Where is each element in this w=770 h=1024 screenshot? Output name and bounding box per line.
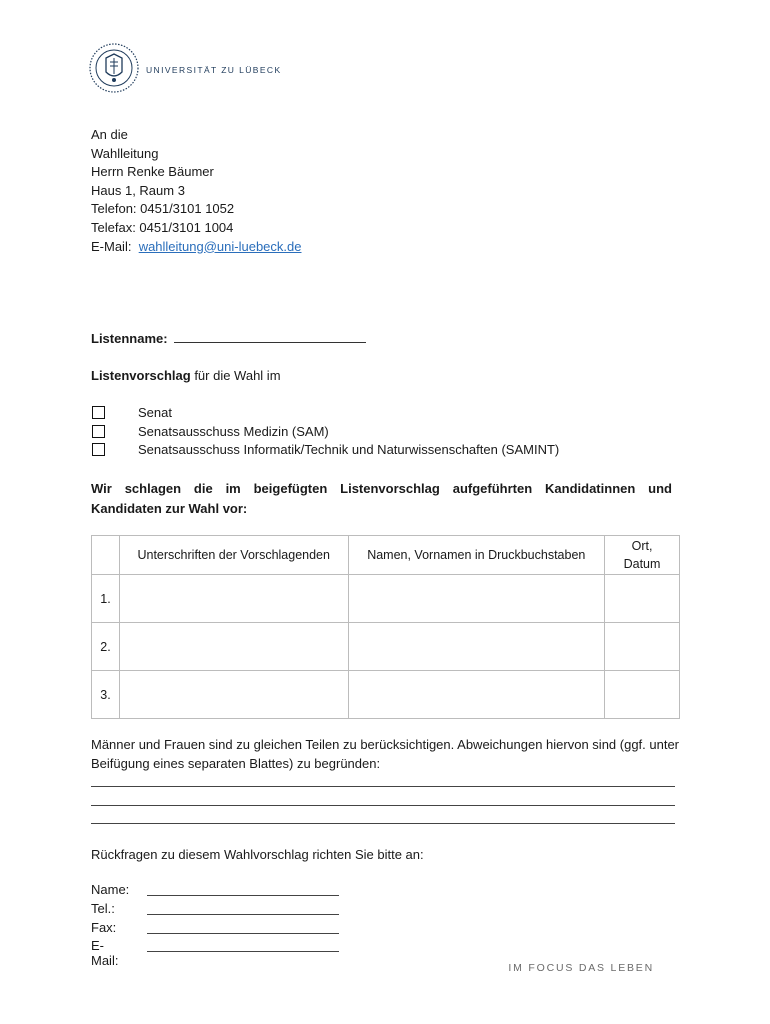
list-name-field[interactable] — [174, 342, 366, 343]
place-date-cell[interactable] — [605, 671, 680, 719]
university-logo — [88, 42, 282, 94]
reason-line[interactable] — [91, 805, 675, 806]
table-row — [92, 623, 680, 671]
checkbox[interactable] — [92, 406, 105, 419]
inquiries-text: Rückfragen zu diesem Wahlvorschlag richten Sie bitte an: — [91, 847, 424, 862]
name-cell[interactable] — [348, 671, 605, 719]
email-link[interactable]: wahlleitung@uni-luebeck.de — [138, 238, 302, 254]
table-header-row — [92, 536, 680, 575]
logo-text: UNIVERSITÄT ZU LÜBECK — [146, 65, 282, 75]
footer-slogan: IM FOCUS DAS LEBEN — [508, 962, 654, 974]
address-block — [91, 126, 302, 256]
table-header — [92, 536, 120, 575]
gender-note: Männer und Frauen sind zu gleichen Teilen zu berücksichtigen. Abweichungen hiervon sind (ggf. unter Beifügung eines separaten Blattes) zu begründen: — [91, 737, 680, 771]
address-line: Telefax: 0451/3101 1004 — [91, 219, 234, 235]
signature-table — [91, 535, 680, 719]
contact-label: Fax: — [91, 920, 117, 935]
option-label: Senatsausschuss Informatik/Technik und Naturwissenschaften (SAMINT) — [138, 442, 560, 457]
option-label: Senat — [138, 405, 172, 420]
table-header: Unterschriften der Vorschlagenden — [119, 536, 348, 575]
signature-cell[interactable] — [119, 575, 348, 623]
contact-fax-field[interactable] — [147, 933, 339, 934]
list-name-label: Listenname: — [91, 331, 168, 346]
email-line — [91, 238, 302, 257]
address-line: Wahlleitung — [91, 145, 159, 161]
contact-tel-field[interactable] — [147, 914, 339, 915]
row-number: 1. — [92, 575, 120, 623]
contact-email-field[interactable] — [147, 951, 339, 952]
checkbox[interactable] — [92, 443, 105, 456]
contact-label: Tel.: — [91, 901, 115, 916]
list-name-row — [91, 331, 366, 346]
university-seal-icon — [88, 42, 140, 94]
option-label: Senatsausschuss Medizin (SAM) — [138, 424, 329, 439]
table-row — [92, 671, 680, 719]
email-label: E-Mail: — [91, 238, 132, 254]
row-number: 3. — [92, 671, 120, 719]
checkbox[interactable] — [92, 425, 105, 438]
address-line: An die — [91, 127, 128, 142]
address-line: Haus 1, Raum 3 — [91, 182, 185, 198]
reason-line[interactable] — [91, 823, 675, 824]
place-date-cell[interactable] — [605, 623, 680, 671]
contact-label: Name: — [91, 882, 130, 897]
intro-text: Wir schlagen die im beigefügten Listenvorschlag aufgeführten Kandidatinnen und Kandidaten zur Wahl vor: — [91, 481, 672, 516]
proposal-heading — [91, 368, 281, 383]
contact-name-field[interactable] — [147, 895, 339, 896]
name-cell[interactable] — [348, 575, 605, 623]
name-cell[interactable] — [348, 623, 605, 671]
address-line: Telefon: 0451/3101 1052 — [91, 201, 235, 217]
table-row — [92, 575, 680, 623]
signature-cell[interactable] — [119, 623, 348, 671]
proposal-bold: Listenvorschlag — [91, 368, 191, 383]
place-date-cell[interactable] — [605, 575, 680, 623]
table-header: Ort, Datum — [605, 536, 680, 575]
address-line: Herrn Renke Bäumer — [91, 164, 214, 180]
table-header: Namen, Vornamen in Druckbuchstaben — [348, 536, 605, 575]
contact-label: E-Mail: — [91, 938, 119, 968]
row-number: 2. — [92, 623, 120, 671]
signature-cell[interactable] — [119, 671, 348, 719]
proposal-rest: für die Wahl im — [190, 368, 281, 383]
reason-line[interactable] — [91, 786, 675, 787]
